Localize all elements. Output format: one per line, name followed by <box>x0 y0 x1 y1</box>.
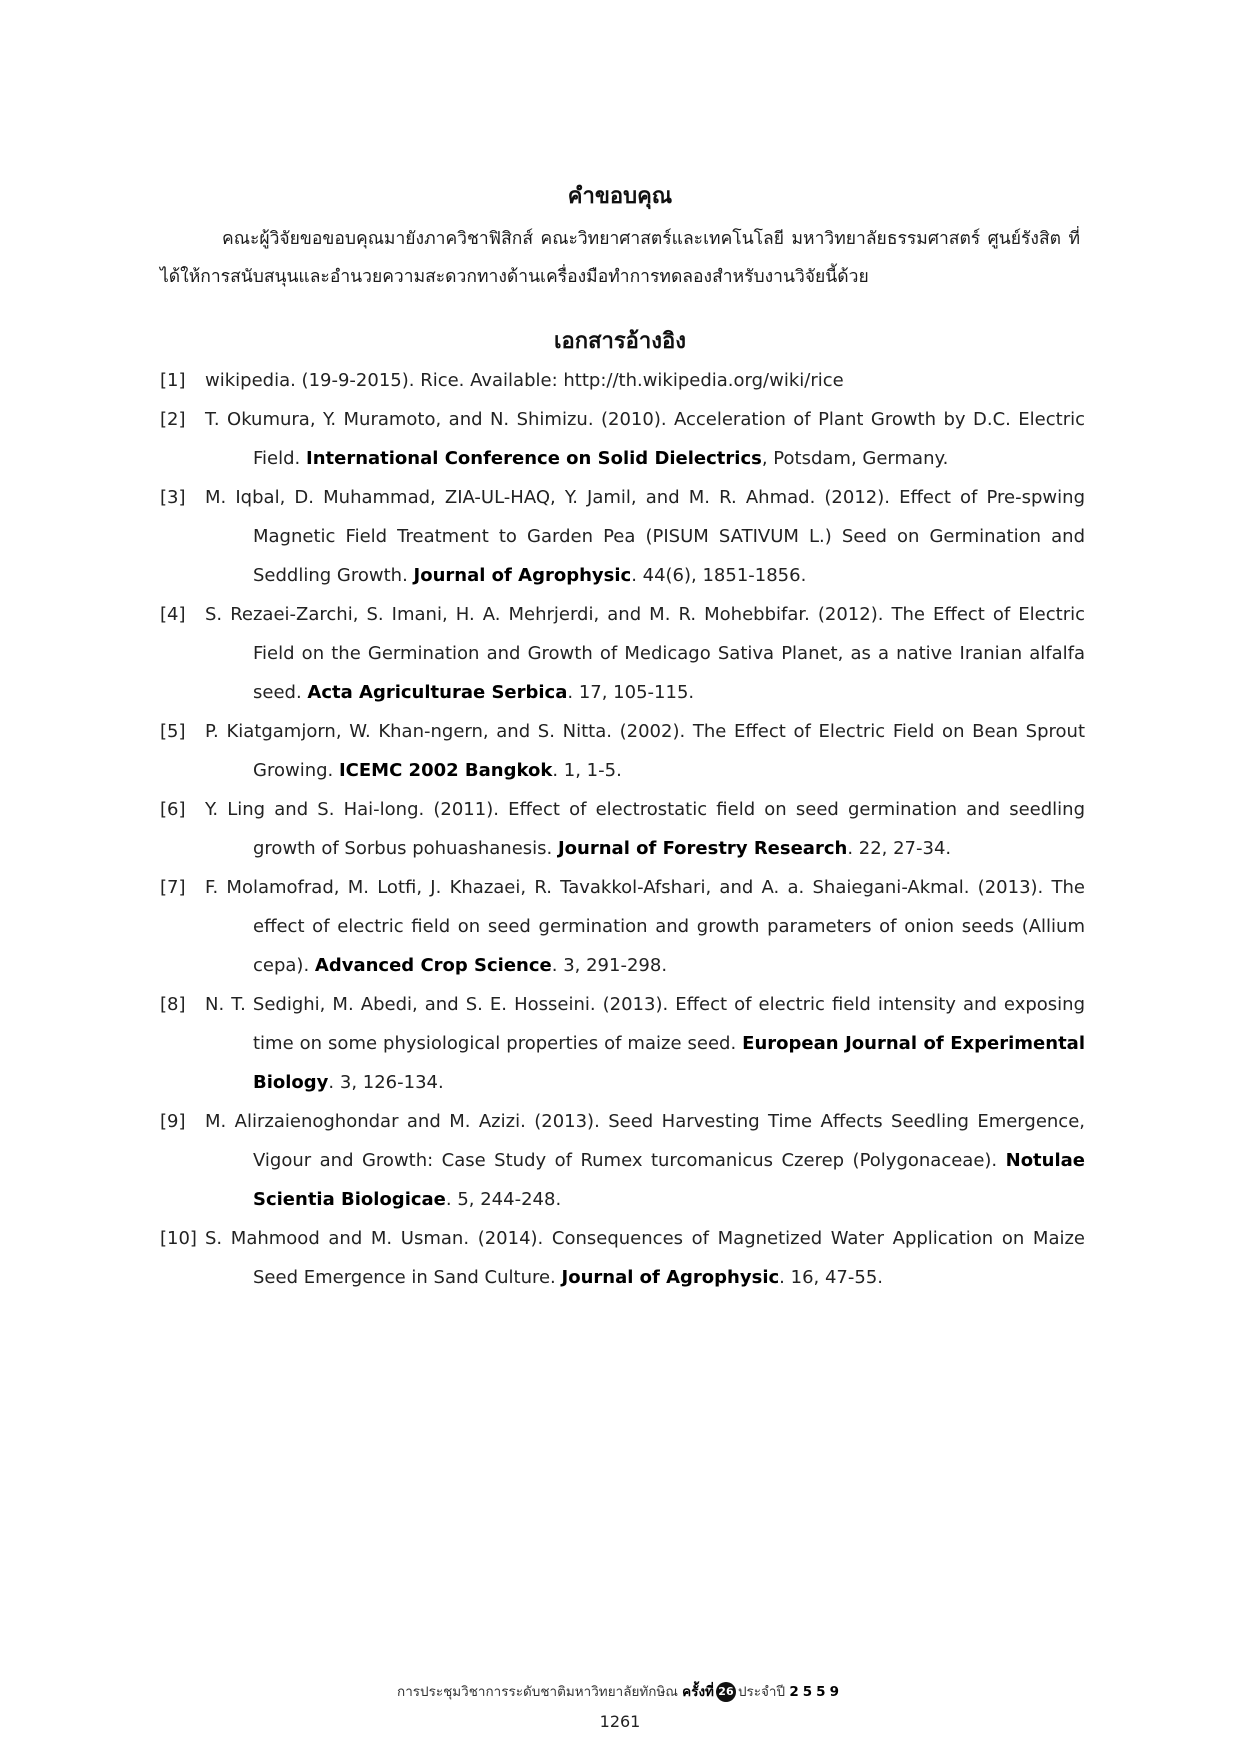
reference-text: N. T. Sedighi, M. Abedi, and S. E. Hosseini. (2013). Effect of electric field intensity and exposing time on some physiological properties of maize seed. <box>205 994 1085 1054</box>
reference-details: . 3, 291-298. <box>551 955 668 976</box>
reference-number: [2] <box>160 409 186 430</box>
edition-number-badge: 26 <box>716 1682 736 1702</box>
reference-item-6 <box>160 790 1085 868</box>
reference-details: . 5, 244-248. <box>445 1189 562 1210</box>
conference-name: การประชุมวิชาการระดับชาติมหาวิทยาลัยทักษิณ <box>397 1684 678 1700</box>
conference-year: 2559 <box>789 1684 843 1700</box>
reference-journal: Journal of Agrophysic <box>561 1267 780 1288</box>
reference-text: M. Iqbal, D. Muhammad, ZIA-UL-HAQ, Y. Jamil, and M. R. Ahmad. (2012). Effect of Pre-spwing Magnetic Field Treatment to Garden Pea (PISUM SATIVUM L.) Seed on Germination and Seddling Growth. <box>205 487 1085 586</box>
reference-details: . 16, 47-55. <box>779 1267 883 1288</box>
edition-label: ครั้งที่ <box>682 1684 714 1700</box>
reference-number: [9] <box>160 1111 186 1132</box>
reference-details: . 44(6), 1851-1856. <box>631 565 807 586</box>
acknowledgement-paragraph: คณะผู้วิจัยขอขอบคุณมายังภาควิชาฟิสิกส์ คณะวิทยาศาสตร์และเทคโนโลยี มหาวิทยาลัยธรรมศาสตร์ ศูนย์รังสิต ที่ได้ให้การสนับสนุนและอำนวยความสะดวกทางด้านเครื่องมือทำการทดลองสำหรับงานวิจัยนี้ด้วย <box>160 229 1080 287</box>
reference-number: [7] <box>160 877 186 898</box>
reference-journal: European Journal of Experimental Biology <box>253 1033 1085 1093</box>
reference-number: [8] <box>160 994 186 1015</box>
reference-number: [5] <box>160 721 186 742</box>
reference-text: wikipedia. (19-9-2015). Rice. Available: http://th.wikipedia.org/wiki/rice <box>205 370 844 391</box>
year-label: ประจำปี <box>737 1684 786 1700</box>
page-number: 1261 <box>599 1712 641 1731</box>
page-footer <box>0 1680 1240 1702</box>
reference-item-7 <box>160 868 1085 985</box>
reference-text: M. Alirzaienoghondar and M. Azizi. (2013). Seed Harvesting Time Affects Seedling Emergence, Vigour and Growth: Case Study of Rumex turcomanicus Czerep (Polygonaceae). <box>205 1111 1085 1171</box>
reference-list <box>160 361 1085 1297</box>
reference-item-2 <box>160 400 1085 478</box>
reference-journal: Notulae Scientia Biologicae <box>253 1150 1085 1210</box>
reference-item-9 <box>160 1102 1085 1219</box>
reference-journal: Journal of Agrophysic <box>413 565 632 586</box>
reference-item-10 <box>160 1219 1085 1297</box>
reference-details: . 1, 1-5. <box>552 760 622 781</box>
reference-details: . 17, 105-115. <box>567 682 695 703</box>
reference-text: S. Mahmood and M. Usman. (2014). Consequences of Magnetized Water Application on Maize Seed Emergence in Sand Culture. <box>205 1228 1085 1288</box>
reference-details: . 22, 27-34. <box>847 838 952 859</box>
references-heading: เอกสารอ้างอิง <box>554 329 686 354</box>
reference-item-1 <box>160 361 1085 400</box>
reference-item-4 <box>160 595 1085 712</box>
reference-text: T. Okumura, Y. Muramoto, and N. Shimizu. (2010). Acceleration of Plant Growth by D.C. Electric Field. <box>205 409 1085 469</box>
reference-number: [3] <box>160 487 186 508</box>
reference-number: [6] <box>160 799 186 820</box>
reference-number: [1] <box>160 370 186 391</box>
reference-text: F. Molamofrad, M. Lotfi, J. Khazaei, R. Tavakkol-Afshari, and A. a. Shaiegani-Akmal. (2013). The effect of electric field on seed germination and growth parameters of onion seeds (Allium cepa). <box>205 877 1085 976</box>
reference-journal: Journal of Forestry Research <box>557 838 848 859</box>
acknowledgement-heading: คำขอบคุณ <box>567 184 673 209</box>
reference-journal: International Conference on Solid Dielectrics <box>306 448 762 469</box>
reference-number: [10] <box>160 1228 197 1249</box>
reference-journal: Acta Agriculturae Serbica <box>307 682 568 703</box>
reference-details: , Potsdam, Germany. <box>761 448 949 469</box>
reference-journal: Advanced Crop Science <box>314 955 552 976</box>
reference-text: S. Rezaei-Zarchi, S. Imani, H. A. Mehrjerdi, and M. R. Mohebbifar. (2012). The Effect of Electric Field on the Germination and Growth of Medicago Sativa Planet, as a native Iranian alfalfa seed. <box>205 604 1085 703</box>
reference-text: P. Kiatgamjorn, W. Khan-ngern, and S. Nitta. (2002). The Effect of Electric Field on Bean Sprout Growing. <box>205 721 1085 781</box>
reference-item-8 <box>160 985 1085 1102</box>
reference-item-3 <box>160 478 1085 595</box>
reference-number: [4] <box>160 604 186 625</box>
reference-journal: ICEMC 2002 Bangkok <box>338 760 553 781</box>
reference-details: . 3, 126-134. <box>328 1072 444 1093</box>
reference-item-5 <box>160 712 1085 790</box>
reference-text: Y. Ling and S. Hai-long. (2011). Effect of electrostatic field on seed germination and seedling growth of Sorbus pohuashanesis. <box>205 799 1085 859</box>
